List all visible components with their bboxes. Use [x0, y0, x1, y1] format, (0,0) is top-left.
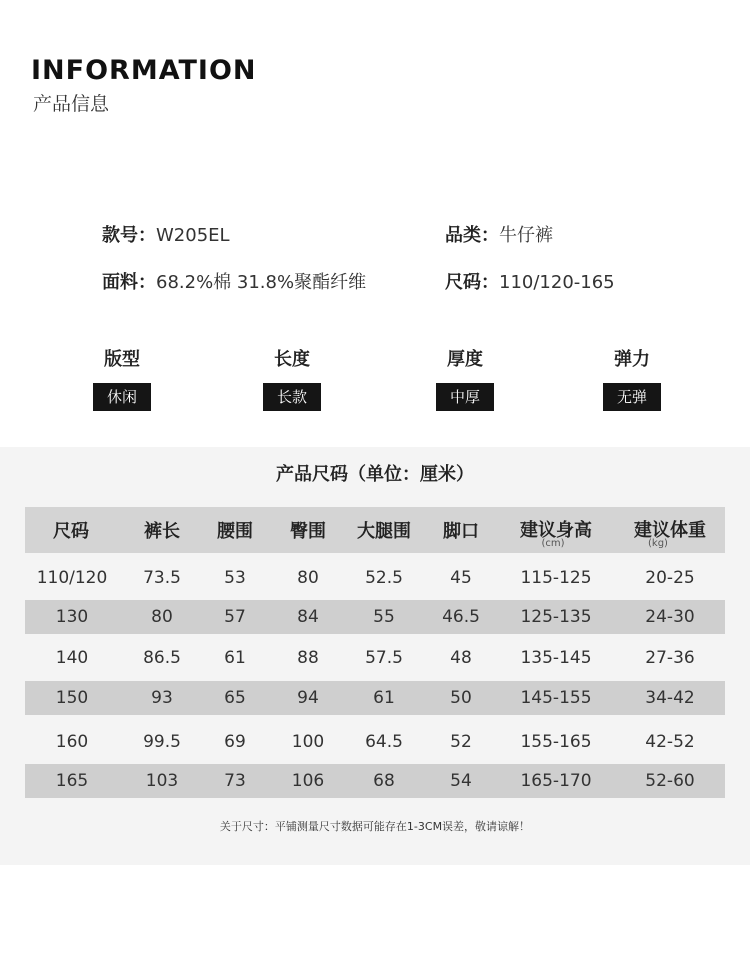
page-title: INFORMATION [31, 55, 257, 86]
cell-thigh: 52.5 [365, 568, 403, 588]
cell-pants-length: 86.5 [143, 648, 181, 668]
cell-hip: 80 [297, 568, 319, 588]
attribute-stretch-label: 弹力 [614, 349, 650, 370]
cell-suggested-height: 115-125 [520, 568, 592, 588]
style-number-value: W205EL [156, 225, 230, 246]
cell-hip: 106 [291, 771, 325, 791]
cell-waist: 61 [224, 648, 246, 668]
cell-size: 110/120 [36, 568, 108, 588]
header-waist: 腰围 [217, 521, 253, 542]
cell-pants-length: 80 [151, 607, 173, 627]
header-suggested-height: 建议身高 [520, 520, 592, 541]
attribute-length-value: 长款 [263, 383, 321, 411]
cell-thigh: 68 [373, 771, 395, 791]
attribute-fit-label: 版型 [104, 349, 140, 370]
cell-waist: 69 [224, 732, 246, 752]
category [445, 221, 553, 247]
size-range-label: 尺码： [445, 272, 499, 293]
cell-suggested-height: 135-145 [520, 648, 592, 668]
size-range [445, 268, 615, 294]
cell-suggested-weight: 34-42 [645, 688, 695, 708]
header-thigh: 大腿围 [357, 521, 411, 542]
cell-hip: 100 [291, 732, 325, 752]
cell-suggested-weight: 27-36 [645, 648, 695, 668]
cell-hem: 52 [450, 732, 472, 752]
attribute-fit [52, 347, 192, 411]
attribute-length-label: 长度 [274, 349, 310, 370]
cell-pants-length: 93 [151, 688, 173, 708]
cell-waist: 57 [224, 607, 246, 627]
style-number [102, 221, 230, 247]
cell-thigh: 64.5 [365, 732, 403, 752]
table-row [25, 641, 725, 675]
header-size: 尺码 [53, 521, 89, 542]
cell-suggested-weight: 42-52 [645, 732, 695, 752]
cell-hip: 88 [297, 648, 319, 668]
fabric-label: 面料： [102, 272, 156, 293]
cell-hem: 48 [450, 648, 472, 668]
header-suggested-weight: 建议体重 [634, 520, 706, 541]
cell-size: 140 [55, 648, 89, 668]
cell-thigh: 61 [373, 688, 395, 708]
fabric-value: 68.2%棉 31.8%聚酯纤维 [156, 272, 367, 293]
category-value: 牛仔裤 [499, 225, 553, 246]
cell-hem: 46.5 [442, 607, 480, 627]
header-height-unit: (cm) [541, 538, 565, 549]
cell-hem: 50 [450, 688, 472, 708]
attribute-fit-value: 休闲 [93, 383, 151, 411]
cell-pants-length: 73.5 [143, 568, 181, 588]
table-row [25, 681, 725, 715]
cell-suggested-height: 145-155 [520, 688, 592, 708]
cell-size: 130 [55, 607, 89, 627]
cell-suggested-weight: 20-25 [645, 568, 695, 588]
cell-suggested-height: 155-165 [520, 732, 592, 752]
header-pants-length: 裤长 [144, 521, 180, 542]
table-row [25, 725, 725, 759]
cell-pants-length: 103 [145, 771, 179, 791]
header-weight-unit: (kg) [648, 538, 668, 549]
fabric [102, 268, 366, 294]
header-hem: 脚口 [443, 521, 479, 542]
cell-hip: 84 [297, 607, 319, 627]
cell-thigh: 57.5 [365, 648, 403, 668]
table-row [25, 561, 725, 595]
size-table-header [25, 507, 725, 553]
cell-pants-length: 99.5 [143, 732, 181, 752]
measurement-note: 关于尺寸：平铺测量尺寸数据可能存在1-3CM误差，敬请谅解！ [219, 820, 531, 833]
cell-suggested-height: 125-135 [520, 607, 592, 627]
category-label: 品类： [445, 225, 499, 246]
style-number-label: 款号： [102, 225, 156, 246]
cell-waist: 73 [224, 771, 246, 791]
header-hip: 臀围 [290, 521, 326, 542]
cell-suggested-weight: 24-30 [645, 607, 695, 627]
attribute-length [222, 347, 362, 411]
cell-size: 160 [55, 732, 89, 752]
attribute-stretch-value: 无弹 [603, 383, 661, 411]
cell-size: 165 [55, 771, 89, 791]
attribute-thickness [395, 347, 535, 411]
cell-suggested-weight: 52-60 [645, 771, 695, 791]
cell-waist: 65 [224, 688, 246, 708]
attribute-thickness-label: 厚度 [447, 349, 483, 370]
table-row [25, 764, 725, 798]
page-subtitle: 产品信息 [33, 93, 110, 115]
table-row [25, 600, 725, 634]
attribute-thickness-value: 中厚 [436, 383, 494, 411]
cell-waist: 53 [224, 568, 246, 588]
cell-suggested-height: 165-170 [520, 771, 592, 791]
cell-thigh: 55 [373, 607, 395, 627]
cell-hip: 94 [297, 688, 319, 708]
attribute-stretch [562, 347, 702, 411]
size-range-value: 110/120-165 [499, 272, 615, 293]
cell-hem: 54 [450, 771, 472, 791]
size-table-title: 产品尺码（单位：厘米） [276, 464, 474, 485]
cell-hem: 45 [450, 568, 472, 588]
cell-size: 150 [55, 688, 89, 708]
